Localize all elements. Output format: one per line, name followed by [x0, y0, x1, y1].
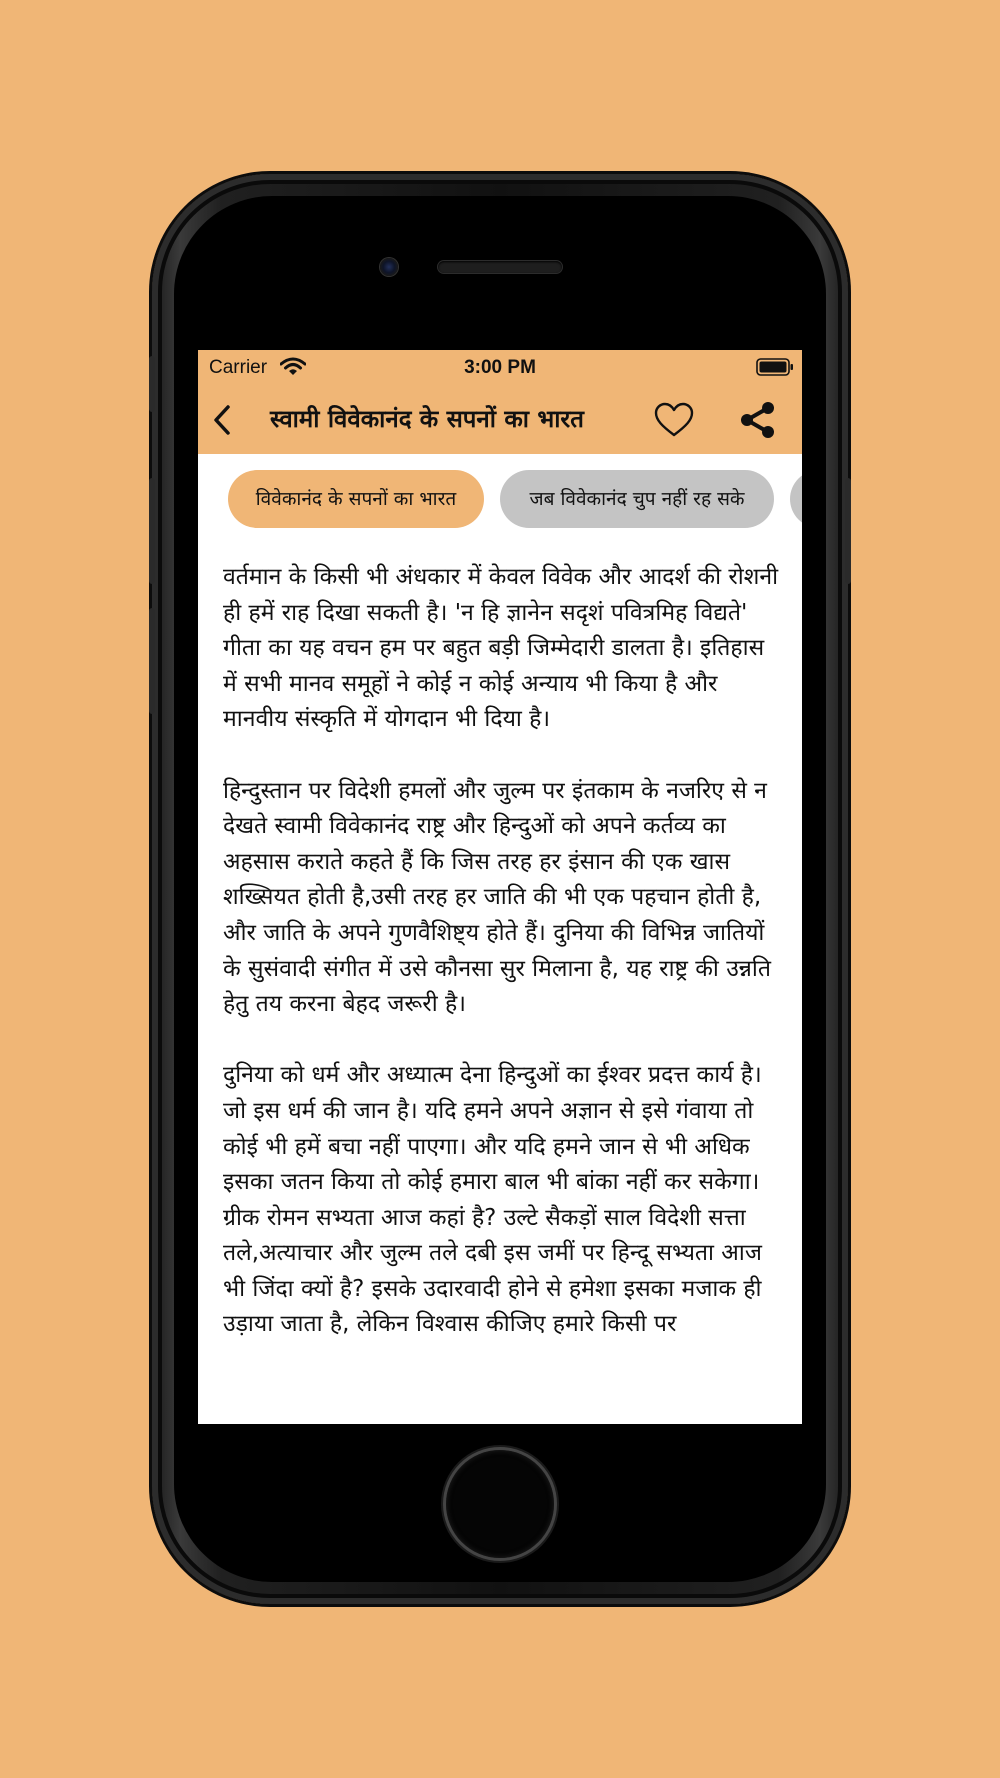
chip-chapter-2[interactable]	[500, 470, 774, 528]
battery-icon	[756, 358, 794, 376]
app-header	[198, 350, 802, 454]
chip-chapter-3[interactable]	[790, 470, 802, 528]
article-paragraph: दुनिया को धर्म और अध्यात्म देना हिन्दुओं का ईश्वर प्रदत्त कार्य है। जो इस धर्म की जान है। यदि हमने अपने अज्ञान से इसे गंवाया तो कोई भी हमें बचा नहीं पाएगा। और यदि हमने जान से भी अधिक इसका जतन किया तो कोई हमारा बाल भी बांका नहीं कर सकेगा। ग्रीक रोमन सभ्यता आज कहां है? उल्टे सैकड़ों साल विदेशी सत्ता तले,अत्याचार और जुल्म तले दबी इस जमीं पर हिन्दू सभ्यता आज भी जिंदा क्यों है? इसके उदारवादी होने से हमेशा इसका मजाक ही उड़ाया जाता है, लेकिन विश्वास कीजिए हमारे किसी पर	[223, 1062, 762, 1338]
article-paragraph: वर्तमान के किसी भी अंधकार में केवल विवेक और आदर्श की रोशनी ही हमें राह दिखा सकती है। 'न हि ज्ञानेन सदृशं पवित्रमिह विद्यते' गीता का यह वचन हम पर बहुत बड़ी जिम्मेदारी डालता है। इतिहास में सभी मानव समूहों ने कोई न कोई अन्याय भी किया है और मानवीय संस्कृति में योगदान भी दिया है।	[223, 564, 779, 733]
earpiece-speaker	[438, 261, 562, 273]
article-body	[223, 560, 783, 1379]
volume-down-button	[149, 608, 155, 714]
page-title: स्वामी विवेकानंद के सपनों का भारत	[270, 405, 584, 433]
home-button[interactable]	[446, 1450, 554, 1558]
carrier-label: Carrier	[209, 357, 268, 378]
volume-up-button	[149, 478, 155, 584]
app-screen	[198, 350, 802, 1424]
nav-bar	[198, 386, 802, 454]
mute-switch	[149, 356, 155, 412]
share-icon[interactable]	[738, 400, 778, 440]
status-time: 3:00 PM	[464, 357, 536, 378]
chevron-left-icon[interactable]	[208, 402, 238, 438]
chip-label: विवेकानंद के सपनों का भारत	[255, 488, 457, 510]
power-button	[845, 478, 851, 584]
front-camera	[380, 258, 398, 276]
chip-chapter-1[interactable]	[228, 470, 484, 528]
heart-outline-icon[interactable]	[654, 402, 694, 438]
chapter-chips	[198, 454, 802, 540]
article-paragraph: हिन्दुस्तान पर विदेशी हमलों और जुल्म पर इंतकाम के नजरिए से न देखते स्वामी विवेकानंद राष्ट्र और हिन्दुओं को अपने कर्तव्य का अहसास कराते कहते हैं कि जिस तरह हर इंसान की एक खास शख्सियत होती है,उसी तरह हर जाति की भी एक पहचान होती है, और जाति के अपने गुणवैशिष्ट्य होते हैं। दुनिया की विभिन्न जातियों के सुसंवादी संगीत में उसे कौनसा सुर मिलाना है, यह राष्ट्र की उन्नति हेतु तय करना बेहद जरूरी है।	[223, 777, 771, 1018]
chip-label: जब विवेकानंद चुप नहीं रह सके	[529, 488, 745, 510]
status-bar	[198, 350, 802, 386]
